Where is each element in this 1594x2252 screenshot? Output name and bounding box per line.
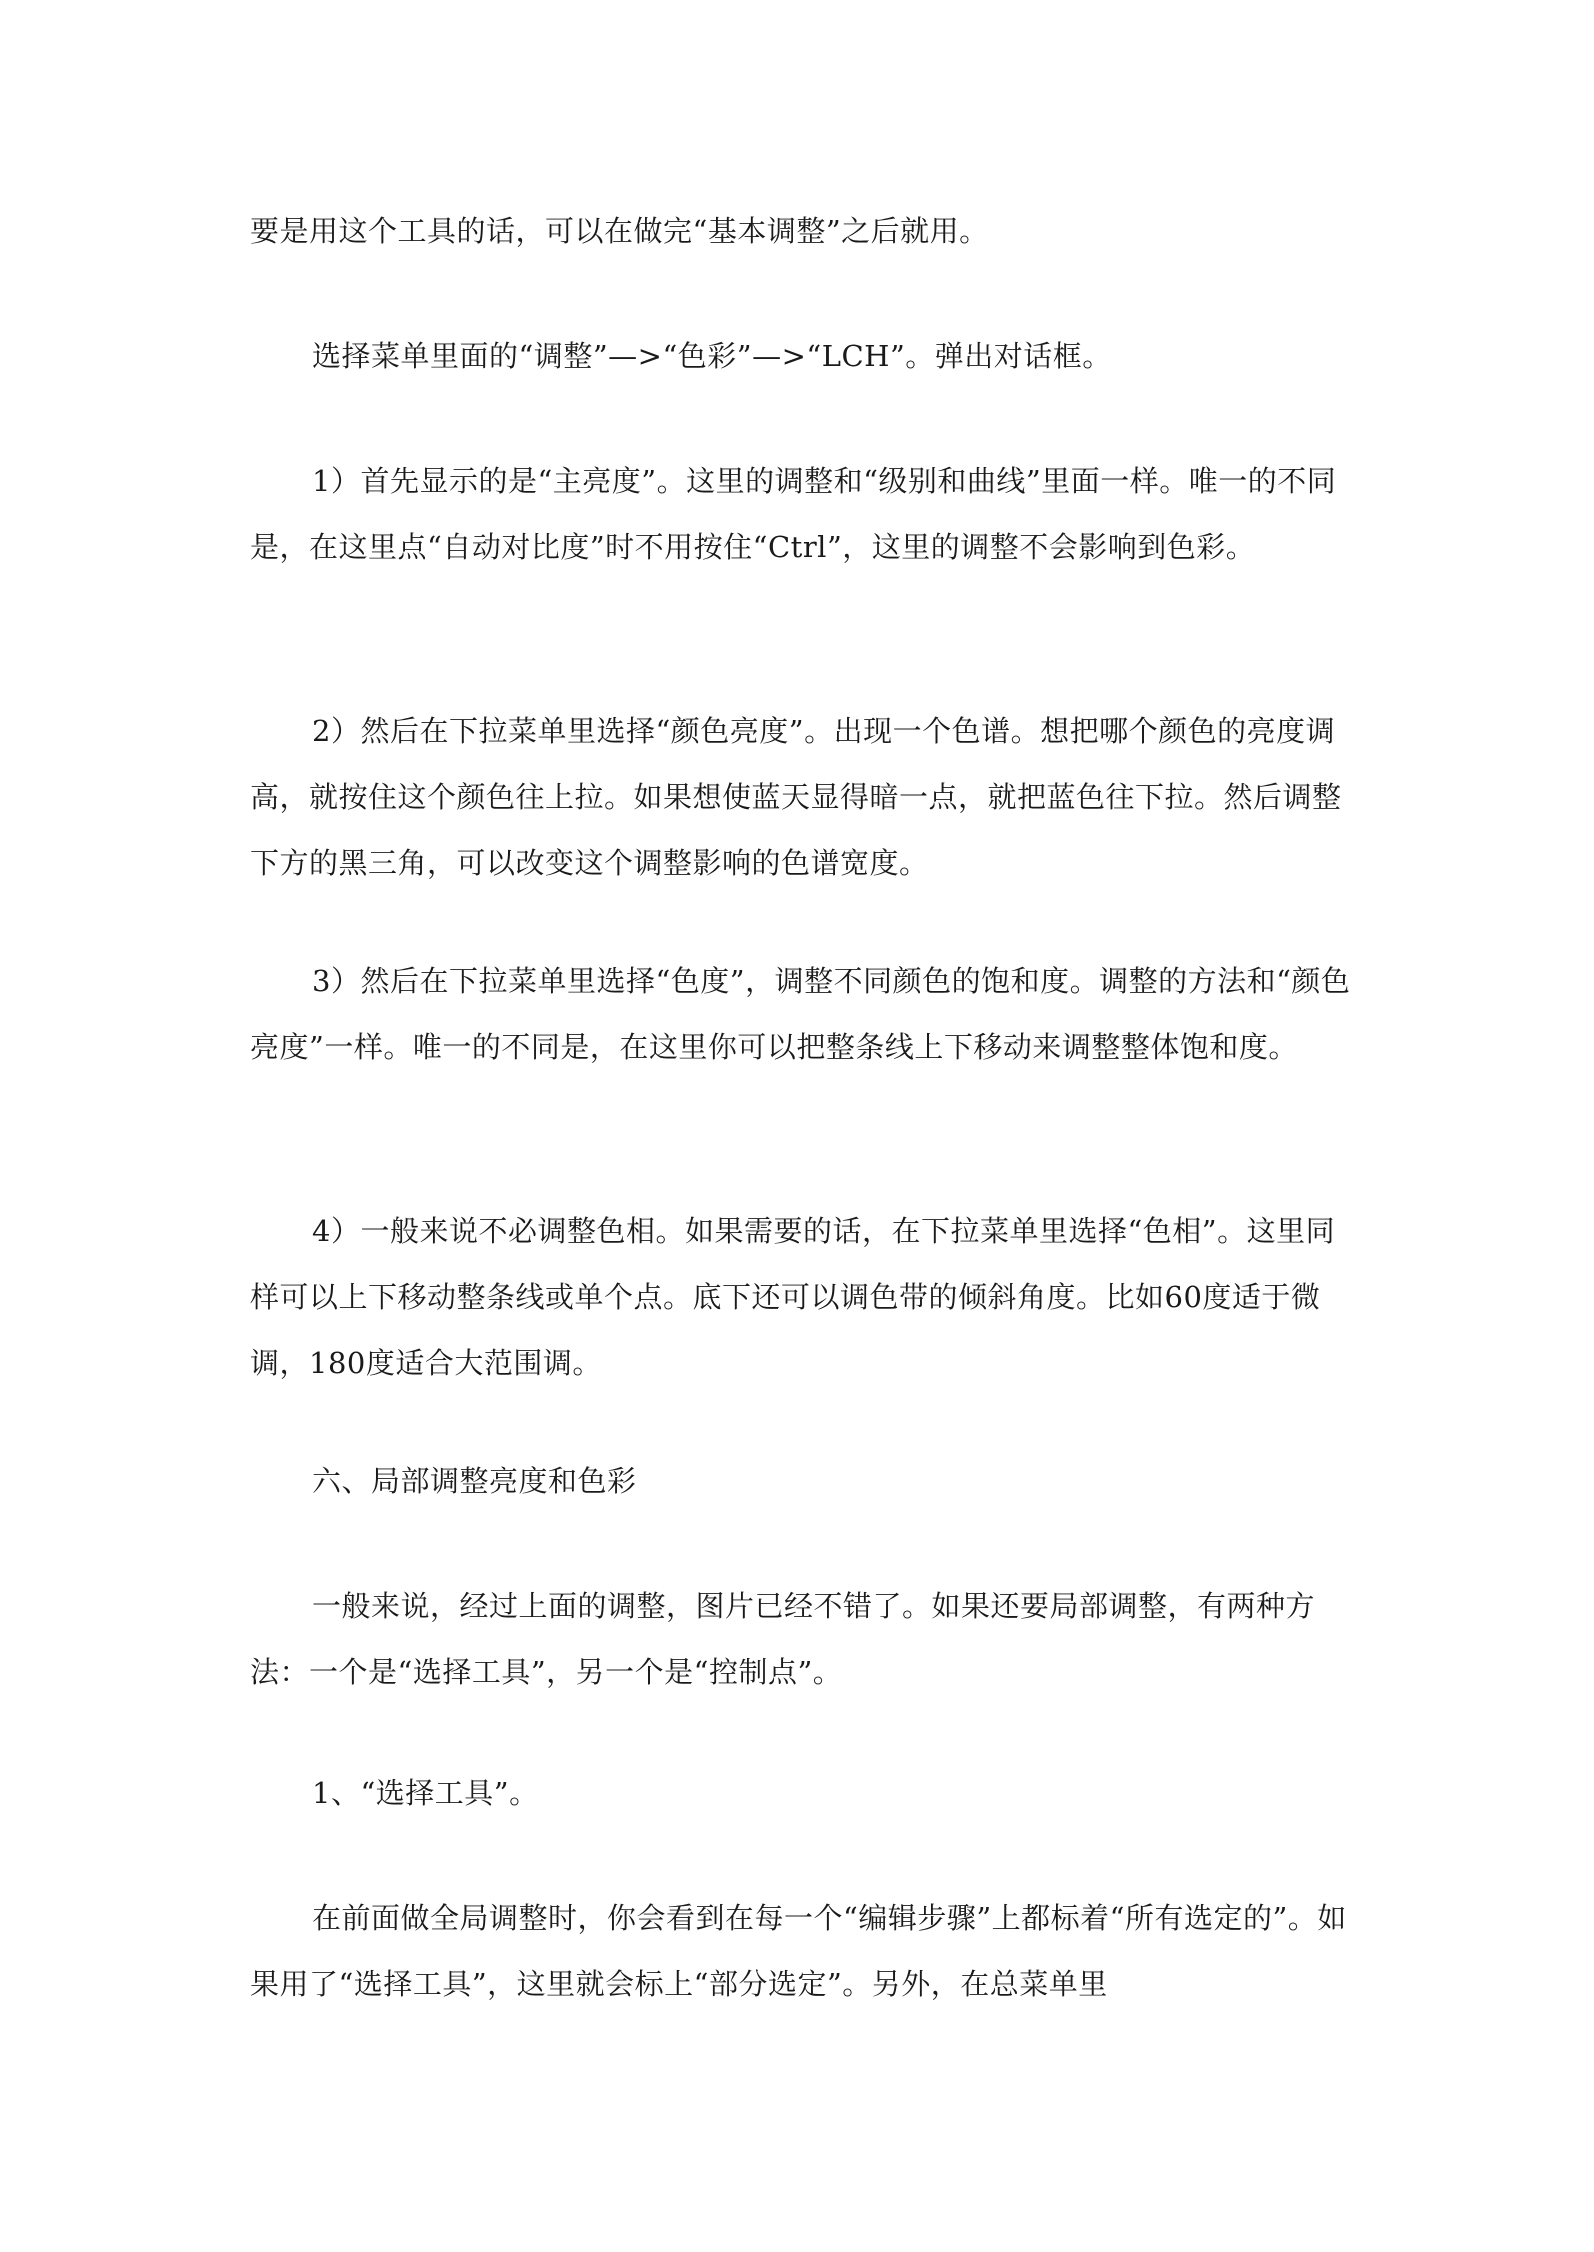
paragraph-6: 4）一般来说不必调整色相。如果需要的话，在下拉菜单里选择“色相”。这里同样可以上下移动整条线或单个点。底下还可以调色带的倾斜角度。比如60度适于微调，180度适合大范围调。	[250, 1214, 1336, 1380]
paragraph-3: 1）首先显示的是“主亮度”。这里的调整和“级别和曲线”里面一样。唯一的不同是，在这里点“自动对比度”时不用按住“Ctrl”，这里的调整不会影响到色彩。	[250, 464, 1337, 564]
paragraph-5: 3）然后在下拉菜单里选择“色度”，调整不同颜色的饱和度。调整的方法和“颜色亮度”一样。唯一的不同是，在这里你可以把整条线上下移动来调整整体饱和度。	[250, 964, 1351, 1064]
paragraph-4: 2）然后在下拉菜单里选择“颜色亮度”。出现一个色谱。想把哪个颜色的亮度调高，就按住这个颜色往上拉。如果想使蓝天显得暗一点，就把蓝色往下拉。然后调整下方的黑三角，可以改变这个调整影响的色谱宽度。	[250, 714, 1342, 880]
subsection-heading: 1、“选择工具”。	[312, 1776, 539, 1810]
paragraph-2: 选择菜单里面的“调整”—>“色彩”—>“LCH”。弹出对话框。	[312, 339, 1112, 373]
section-heading: 六、局部调整亮度和色彩	[312, 1464, 637, 1498]
paragraph-7: 一般来说，经过上面的调整，图片已经不错了。如果还要局部调整，有两种方法：一个是“选择工具”，另一个是“控制点”。	[250, 1589, 1316, 1689]
paragraph-1: 要是用这个工具的话，可以在做完“基本调整”之后就用。	[250, 214, 989, 248]
paragraph-8: 在前面做全局调整时，你会看到在每一个“编辑步骤”上都标着“所有选定的”。如果用了“选择工具”，这里就会标上“部分选定”。另外，在总菜单里	[250, 1901, 1347, 2001]
